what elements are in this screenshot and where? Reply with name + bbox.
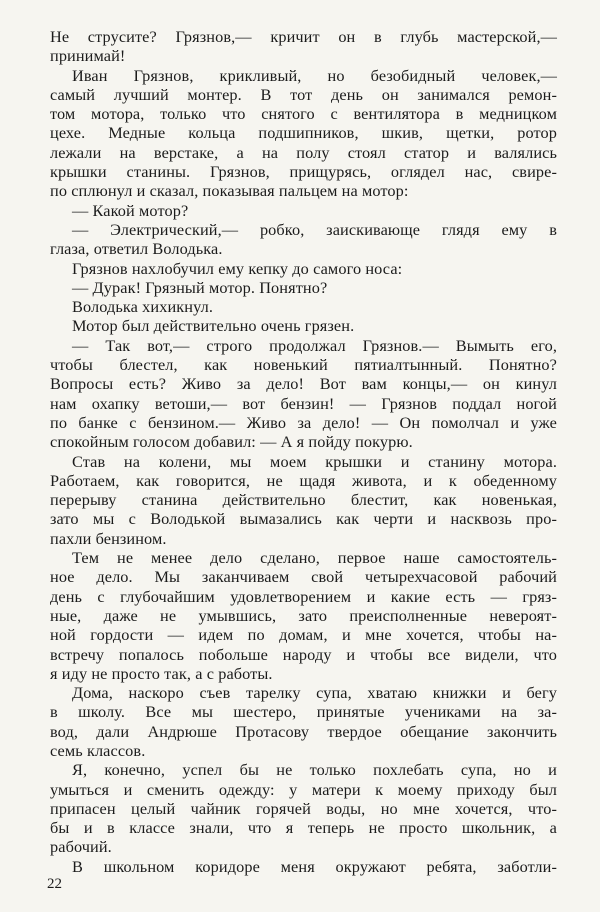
text-line: Тем не менее дело сделано, первое наше самостоятель-	[72, 548, 557, 568]
text-line: чтобы блестел, как новенький пятиалтынный. Понятно?	[50, 355, 557, 375]
text-line: Грязнов нахлобучил ему кепку до самого носа:	[72, 258, 403, 278]
text-line: Став на колени, мы моем крышки и станину мотора.	[72, 451, 557, 471]
text-line: спокойным голосом добавил: — А я пойду покурю.	[50, 432, 413, 452]
text-line: — Так вот,— строго продолжал Грязнов.— Вымыть его,	[72, 335, 557, 355]
text-line: умыться и сменить одежду: у матери к моему приходу был	[50, 779, 557, 799]
text-line: в школу. Все мы шестеро, принятые учениками на за-	[50, 702, 557, 722]
text-line: Дома, наскоро съев тарелку супа, хватаю книжки и бегу	[72, 683, 557, 703]
text-line: по сплюнул и сказал, показывая пальцем на мотор:	[50, 181, 409, 201]
text-line: В школьном коридоре меня окружают ребята, заботли-	[72, 856, 557, 876]
text-line: Работаем, как говорится, не щадя живота, и к обеденному	[50, 470, 557, 490]
text-line: — Какой мотор?	[72, 200, 189, 220]
text-line: я иду не просто так, а с работы.	[50, 663, 273, 683]
text-line: глаза, ответил Володька.	[50, 239, 223, 259]
text-line: Не струсите? Грязнов,— кричит он в глубь мастерской,—	[50, 27, 557, 46]
text-block	[50, 27, 557, 876]
text-line: нам охапку ветоши,— вот бензин! — Грязнов поддал ногой	[50, 393, 557, 413]
text-line: цехе. Медные кольца подшипников, шкив, щетки, ротор	[50, 123, 557, 143]
text-line: зато мы с Володькой вымазались как черти и насквозь про-	[50, 509, 557, 529]
text-line: самый лучший монтер. В тот день он занимался ремон-	[50, 84, 557, 104]
text-line: Я, конечно, успел бы не только похлебать супа, но и	[72, 760, 557, 780]
text-line: принимай!	[50, 46, 126, 66]
text-line: ные, даже не умывшись, зато преисполненные невероят-	[50, 605, 557, 625]
text-line: день с глубочайшим удовлетворением и какие есть — гряз-	[50, 586, 557, 606]
text-line: ное дело. Мы заканчиваем свой четырехчасовой рабочий	[50, 567, 557, 587]
text-line: лежали на верстаке, а на полу стоял статор и валялись	[50, 142, 557, 162]
text-line: семь классов.	[50, 740, 146, 760]
text-line: рабочий.	[50, 837, 112, 857]
text-line: бы и в классе знали, что я теперь не просто школьник, а	[50, 818, 557, 838]
text-line: пахли бензином.	[50, 528, 167, 548]
text-line: вод, дали Андрюше Протасову твердое обещание закончить	[50, 721, 557, 741]
text-line: встречу попалось побольше народу и чтобы все видели, что	[50, 644, 557, 664]
text-line: Мотор был действительно очень грязен.	[72, 316, 355, 336]
text-line: перерыву станина действительно блестит, как новенькая,	[50, 490, 557, 510]
text-line: Володька хихикнул.	[72, 297, 214, 317]
text-line: крышки станины. Грязнов, прищурясь, оглядел нас, свире-	[50, 162, 557, 182]
text-line: ной гордости — идем по домам, и мне хочется, чтобы на-	[50, 625, 557, 645]
text-line: по банке с бензином.— Живо за дело! — Он помолчал и уже	[50, 412, 557, 432]
text-line: припасен целый чайник горячей воды, но мне хочется, что-	[50, 798, 557, 818]
text-line: том мотора, только что снятого с вентилятора в медницком	[50, 104, 557, 124]
text-line: — Электрический,— робко, заискивающе глядя ему в	[72, 219, 557, 239]
page-number: 22	[47, 876, 62, 892]
text-line: Иван Грязнов, крикливый, но безобидный человек,—	[72, 65, 557, 85]
text-line: Вопросы есть? Живо за дело! Вот вам концы,— он кинул	[50, 374, 557, 394]
text-line: — Дурак! Грязный мотор. Понятно?	[72, 277, 328, 297]
